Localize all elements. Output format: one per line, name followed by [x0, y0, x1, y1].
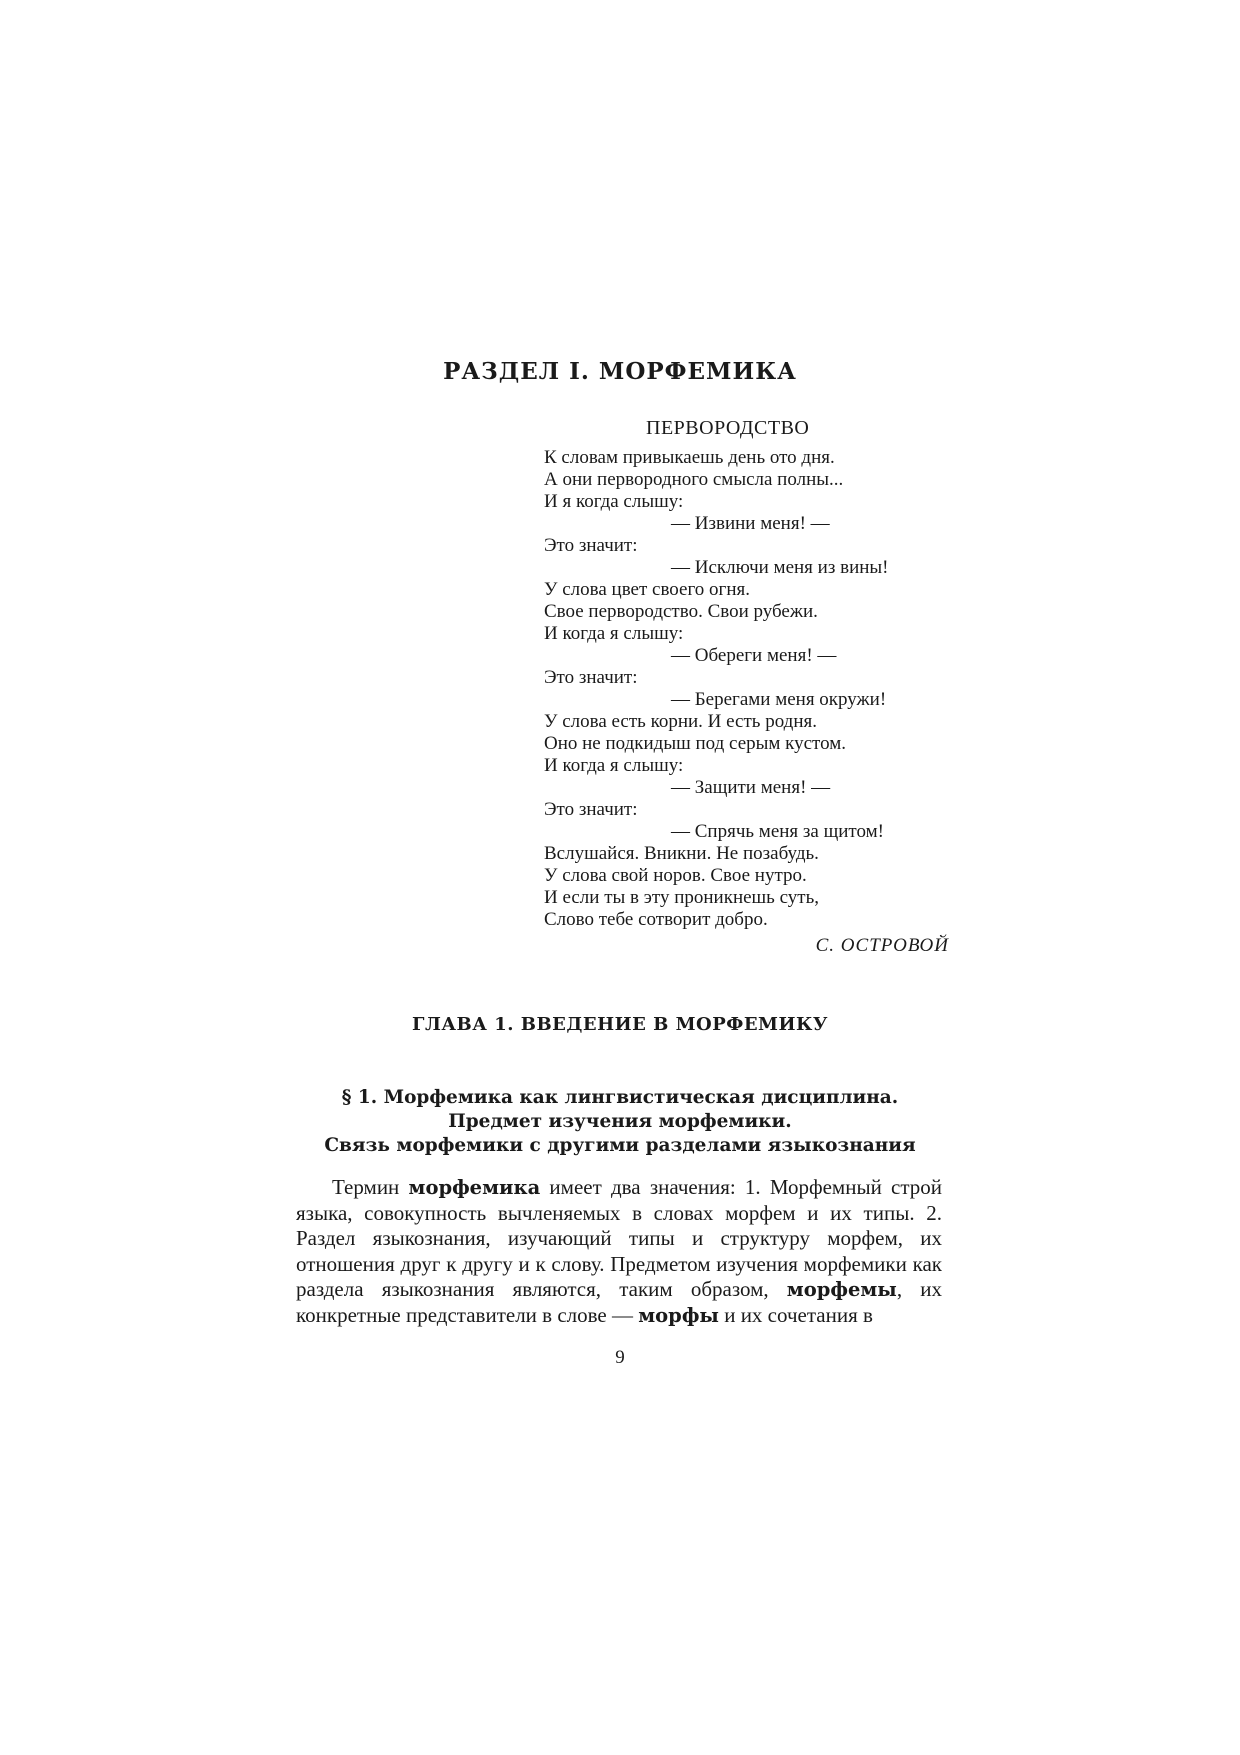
poem-line: Это значит: — [544, 799, 638, 820]
poem-line: Это значит: — [544, 535, 638, 556]
poem-line: Вслушайся. Вникни. Не позабудь. — [544, 843, 819, 864]
poem-line: Слово тебе сотворит добро. — [544, 909, 768, 930]
text-segment: и их сочетания в — [718, 1302, 873, 1327]
poem-line: И когда я слышу: — [544, 755, 684, 776]
poem-line: И я когда слышу: — [544, 491, 684, 512]
term-bold: морфемика — [408, 1176, 541, 1199]
paragraph-heading-line: § 1. Морфемика как лингвистическая дисциплина. — [341, 1087, 899, 1108]
poem-line: У слова есть корни. И есть родня. — [544, 711, 817, 732]
term-bold: морфемы — [786, 1278, 897, 1301]
poem-title: ПЕРВОРОДСТВО — [646, 417, 810, 439]
poem-line: Это значит: — [544, 667, 638, 688]
poem-line: — Извини меня! — — [671, 513, 830, 534]
poem-line: — Защити меня! — — [671, 777, 831, 798]
poem-line: — Исключи меня из вины! — [671, 557, 889, 578]
poem-line: У слова цвет своего огня. — [544, 579, 750, 600]
poem-line: К словам привыкаешь день ото дня. — [544, 447, 835, 468]
poem-line: И если ты в эту проникнешь суть, — [544, 887, 819, 908]
chapter-title: ГЛАВА 1. ВВЕДЕНИЕ В МОРФЕМИКУ — [412, 1014, 828, 1035]
poem-line: — Берегами меня окружи! — [671, 689, 887, 710]
page-number: 9 — [615, 1347, 625, 1368]
poem-line: — Спрячь меня за щитом! — [671, 821, 884, 842]
poem-line: — Обереги меня! — — [671, 645, 837, 666]
poem-line: У слова свой норов. Свое нутро. — [544, 865, 807, 886]
poem-line: И когда я слышу: — [544, 623, 684, 644]
paragraph-heading-line: Предмет изучения морфемики. — [448, 1111, 792, 1132]
text-segment: имеет два значения: 1. Морфемный строй языка, совокупность вычленяемых в словах морфем и их типы. 2. Раздел языкознания, изучающий типы и структуру морфем, их отношения друг к другу и к слову. Предметом изучения морфемики как раздела языкознания являются, таким образом, — [296, 1175, 943, 1301]
poem-line: Оно не подкидыш под серым кустом. — [544, 733, 847, 754]
poem-line: Свое первородство. Свои рубежи. — [544, 601, 818, 622]
poem-lines — [544, 447, 889, 931]
text-segment: Термин — [332, 1175, 409, 1199]
paragraph-heading — [0, 1086, 1240, 1158]
paragraph-heading-line: Связь морфемики с другими разделами языкознания — [324, 1135, 916, 1156]
poem-author: С. ОСТРОВОЙ — [815, 935, 949, 956]
poem-line: А они первородного смысла полны... — [544, 469, 844, 490]
body-paragraph — [296, 1175, 942, 1328]
term-bold: морфы — [638, 1303, 719, 1327]
text-segment: , их конкретные представители в слове — — [296, 1277, 942, 1327]
section-title: РАЗДЕЛ I. МОРФЕМИКА — [443, 358, 797, 385]
